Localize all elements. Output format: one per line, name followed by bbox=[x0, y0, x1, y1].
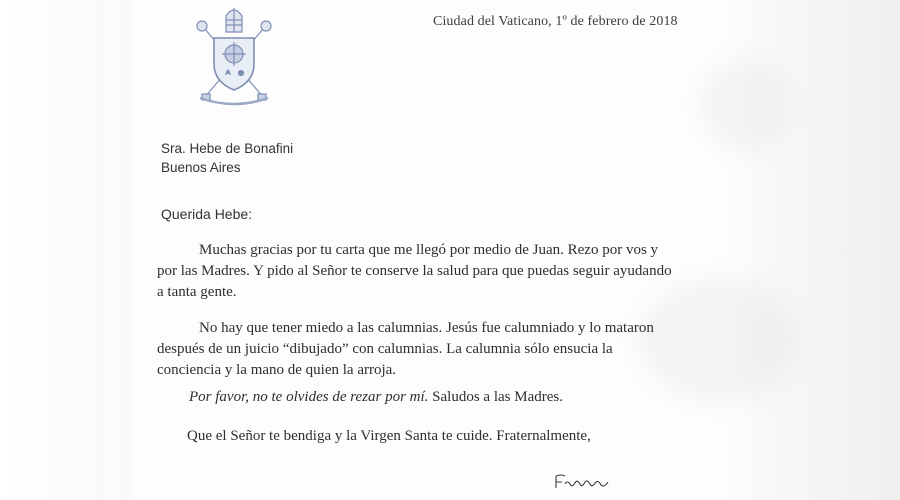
paragraph-3 bbox=[189, 389, 563, 406]
paragraph-3-rest: Saludos a las Madres. bbox=[428, 389, 563, 405]
paragraph-2-line: No hay que tener miedo a las calumnias. Jesús fue calumniado y lo mataron bbox=[199, 320, 654, 336]
salutation: Querida Hebe: bbox=[161, 206, 253, 222]
paragraph-3-italic: Por favor, no te olvides de rezar por mí. bbox=[189, 389, 429, 405]
recipient-city: Buenos Aires bbox=[161, 160, 241, 175]
paragraph-1-line: Muchas gracias por tu carta que me llegó por medio de Juan. Rezo por vos y bbox=[199, 242, 659, 258]
paragraph-2-line: después de un juicio “dibujado” con calumnias. La calumnia sólo ensucia la bbox=[157, 341, 613, 357]
handwritten-signature bbox=[553, 470, 613, 492]
paragraph-1 bbox=[157, 240, 712, 303]
paragraph-1-line: por las Madres. Y pido al Señor te conserve la salud para que puedas seguir ayudando bbox=[157, 263, 672, 279]
papal-coat-of-arms-icon bbox=[188, 2, 280, 108]
closing-line: Que el Señor te bendiga y la Virgen Santa te cuide. Fraternalmente, bbox=[187, 428, 591, 444]
paragraph-1-line: a tanta gente. bbox=[157, 284, 237, 300]
paragraph-2 bbox=[157, 318, 712, 381]
letter-date: Ciudad del Vaticano, 1º de febrero de 2018 bbox=[433, 14, 678, 29]
left-shadow bbox=[0, 0, 130, 500]
paper-stain bbox=[700, 60, 790, 150]
recipient-name: Sra. Hebe de Bonafini bbox=[161, 141, 294, 156]
paragraph-2-line: conciencia y la mano de quien la arroja. bbox=[157, 362, 397, 378]
